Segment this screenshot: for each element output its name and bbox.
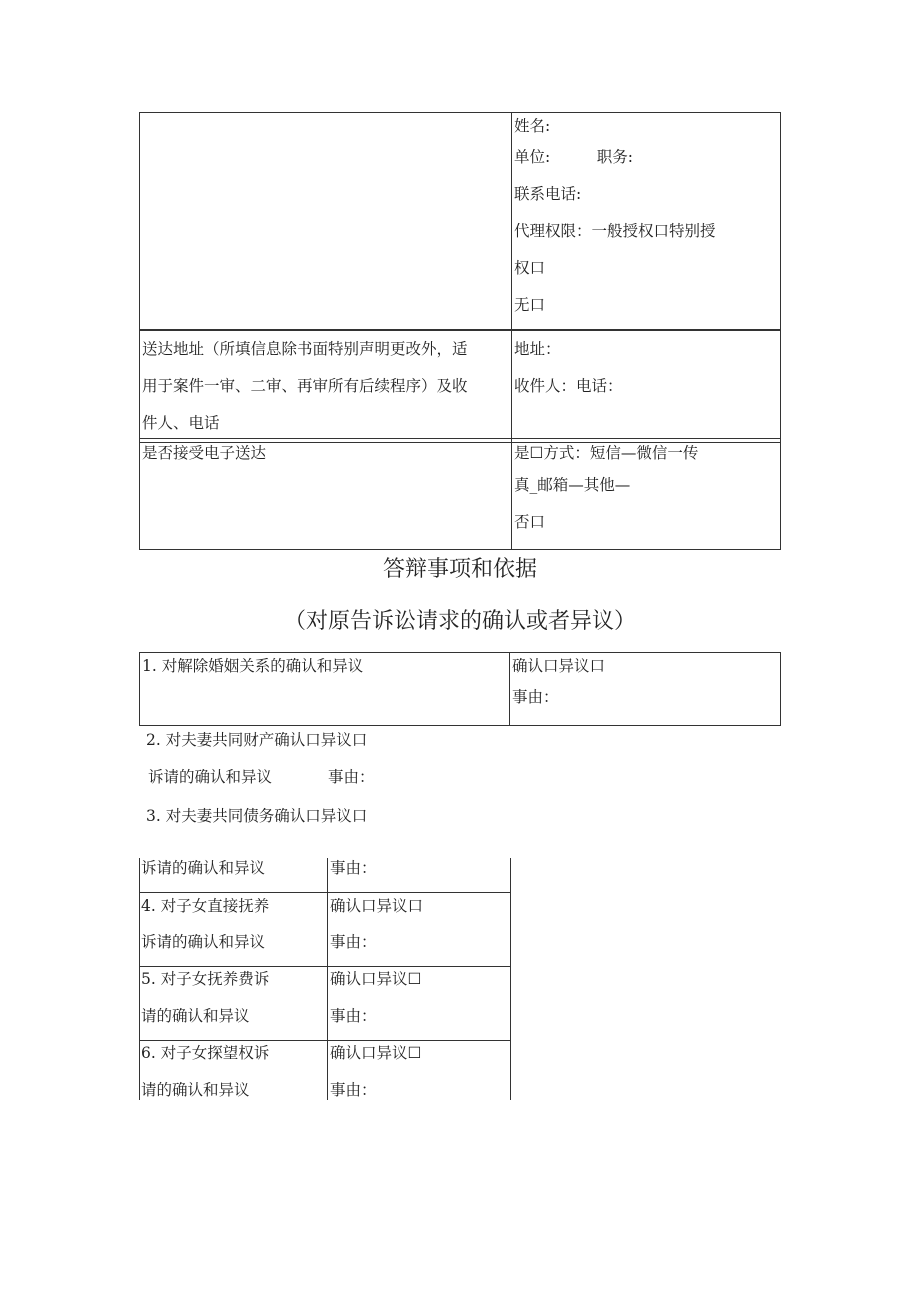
electronic-methods-cont: 真_邮箱—其他— — [514, 476, 631, 494]
row2-left-1: 4. 对子女直接抚养 — [141, 897, 270, 915]
item2-reason: 事由： — [328, 768, 375, 786]
address-label: 地址： — [514, 340, 561, 358]
row4-right-1: 确认口异议☐ — [330, 1044, 422, 1062]
item1-reason: 事由： — [512, 688, 559, 706]
item2-title: 2. 对夫妻共同财产确认口异议口 — [146, 731, 368, 749]
lower-table-left-border — [139, 858, 140, 1100]
item3-title: 3. 对夫妻共同债务确认口异议口 — [146, 807, 368, 825]
item2-sub: 诉请的确认和异议 — [148, 768, 273, 786]
row3-right-2: 事由： — [330, 1007, 377, 1025]
agent-unit-position-label: 单位: 职务: — [514, 148, 633, 166]
agent-phone-label: 联系电话: — [514, 185, 582, 203]
row1-left: 诉请的确认和异议 — [141, 859, 266, 877]
agent-name-label: 姓名: — [514, 117, 551, 135]
row3-left-2: 请的确认和异议 — [141, 1007, 250, 1025]
item1-confirm-objection: 确认口异议口 — [512, 657, 606, 675]
electronic-service-left-cell — [140, 439, 512, 550]
item1-table — [139, 652, 781, 726]
row4-right-2: 事由： — [330, 1081, 377, 1099]
agent-authority-none: 无口 — [514, 296, 546, 314]
service-address-text-2: 用于案件一审、二审、再审所有后续程序）及收 — [142, 377, 468, 395]
agent-authority-label: 代理权限：一般授权口特别授 — [514, 222, 716, 240]
service-address-text-3: 件人、电话 — [142, 414, 220, 432]
service-address-right-cell — [512, 331, 781, 443]
electronic-no: 否口 — [514, 513, 546, 531]
service-address-text-1: 送达地址（所填信息除书面特别声明更改外，适 — [142, 340, 468, 358]
row4-left-2: 请的确认和异议 — [141, 1081, 250, 1099]
agent-authority-cont: 权口 — [514, 259, 546, 277]
row2-left-2: 诉请的确认和异议 — [141, 933, 266, 951]
item1-right-cell — [510, 653, 781, 726]
row1-right: 事由： — [330, 859, 377, 877]
agent-info-left-cell — [140, 113, 512, 330]
row2-right-1: 确认口异议口 — [330, 897, 424, 915]
service-address-left-cell — [140, 331, 512, 443]
agent-info-table — [139, 112, 781, 330]
row4-left-1: 6. 对子女探望权诉 — [141, 1044, 270, 1062]
section-title: 答辩事项和依据 — [382, 557, 537, 582]
agent-info-right-cell — [512, 113, 781, 330]
row3-right-1: 确认口异议☐ — [330, 970, 422, 988]
recipient-phone-label: 收件人：电话： — [514, 377, 623, 395]
electronic-service-question: 是否接受电子送达 — [142, 444, 267, 462]
section-subtitle: （对原告诉讼请求的确认或者异议） — [283, 609, 636, 634]
row3-left-1: 5. 对子女抚养费诉 — [141, 970, 270, 988]
lower-table-mid-border — [327, 858, 328, 1100]
electronic-service-table — [139, 438, 781, 550]
item1-title: 1. 对解除婚姻关系的确认和异议 — [142, 657, 364, 675]
lower-table-right-border — [510, 858, 511, 1100]
row2-right-2: 事由： — [330, 933, 377, 951]
service-address-table — [139, 330, 781, 443]
electronic-service-right-cell — [512, 439, 781, 550]
item1-left-cell — [140, 653, 510, 726]
electronic-yes-methods: 是☐方式：短信—微信一传 — [514, 444, 699, 462]
